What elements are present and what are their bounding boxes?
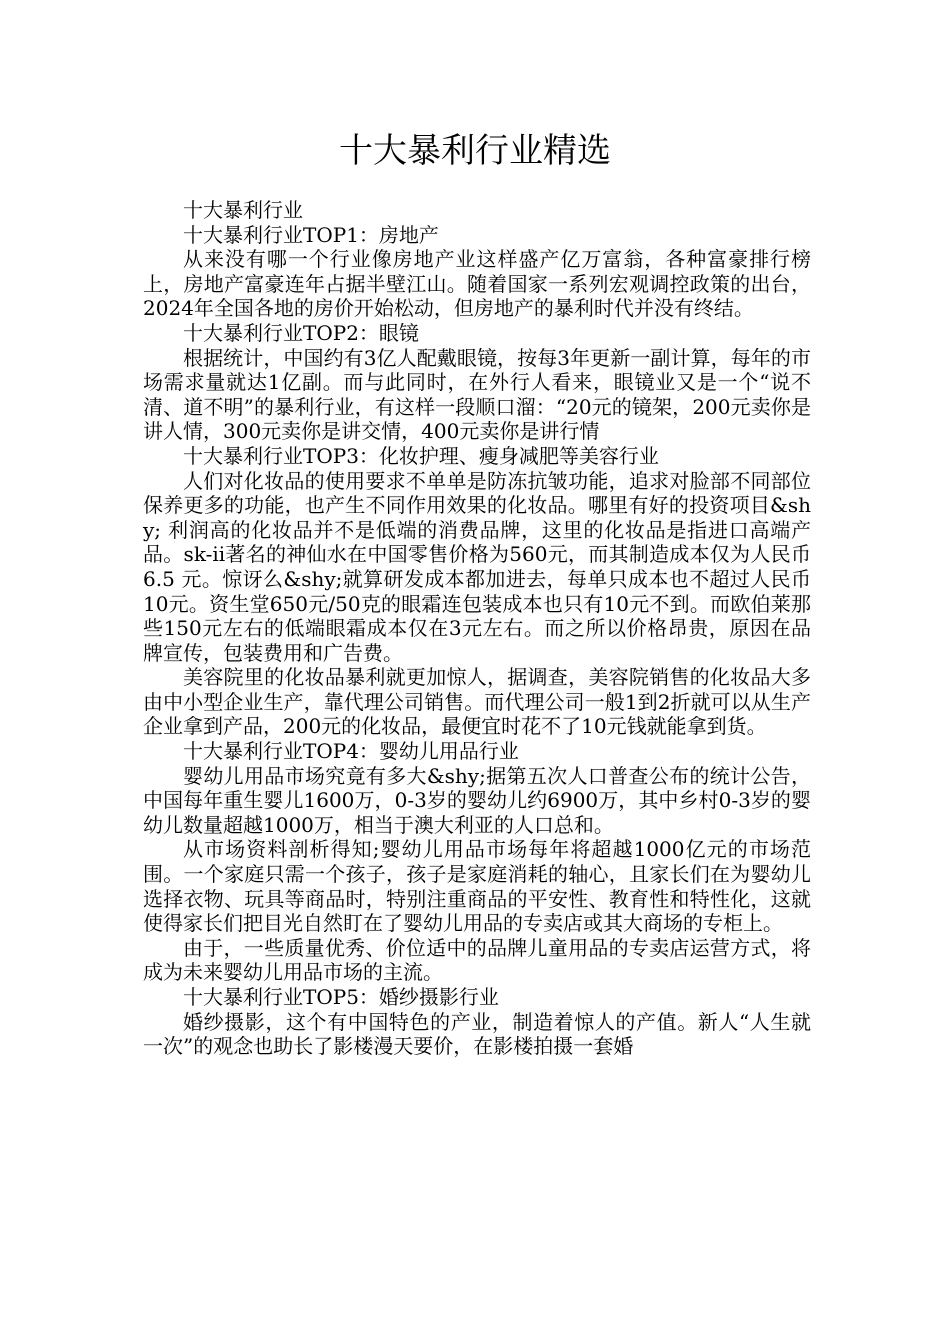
paragraph-beauty-salon: 美容院里的化妆品暴利就更加惊人，据调查，美容院销售的化妆品大多由中小型企业生产，靠代理公司销售。而代理公司一般1到2折就可以从生产企业拿到产品，200元的化妆品，最便宜时花不了10元钱就能拿到货。	[143, 665, 811, 739]
paragraph-glasses: 根据统计，中国约有3亿人配戴眼镜，按每3年更新一副计算，每年的市场需求量就达1亿副。而与此同时，在外行人看来，眼镜业又是一个“说不清、道不明”的暴利行业，有这样一段顺口溜：“20元的镜架，200元卖你是讲人情，300元卖你是讲交情，400元卖你是讲行情	[143, 345, 811, 444]
paragraph-baby-market-analysis: 从市场资料剖析得知;婴幼儿用品市场每年将超越1000亿元的市场范围。一个家庭只需一个孩子，孩子是家庭消耗的轴心，且家长们在为婴幼儿选择衣物、玩具等商品时，特别注重商品的平安性、教育性和特性化，这就使得家长们把目光自然盯在了婴幼儿用品的专卖店或其大商场的专柜上。	[143, 837, 811, 936]
paragraph-baby-market-size: 婴幼儿用品市场究竟有多大&shy;据第五次人口普查公布的统计公告，中国每年重生婴儿1600万，0-3岁的婴幼儿约6900万，其中乡村0-3岁的婴幼儿数量超越1000万，相当于澳大利亚的人口总和。	[143, 763, 811, 837]
heading-top2: 十大暴利行业TOP2：眼镜	[183, 320, 419, 345]
heading-top5: 十大暴利行业TOP5：婚纱摄影行业	[183, 985, 499, 1009]
paragraph-real-estate: 从来没有哪一个行业像房地产业这样盛产亿万富翁，各种富豪排行榜上，房地产富豪连年占据半壁江山。随着国家一系列宏观调控政策的出台，2024年全国各地的房价开始松动，但房地产的暴利时代并没有终结。	[143, 247, 811, 321]
document-title: 十大暴利行业精选	[339, 131, 611, 171]
heading-top1: 十大暴利行业TOP1：房地产	[183, 222, 439, 247]
paragraph-cosmetics: 人们对化妆品的使用要求不单单是防冻抗皱功能，追求对脸部不同部位保养更多的功能，也产生不同作用效果的化妆品。哪里有好的投资项目&shy; 利润高的化妆品并不是低端的消费品牌，这里的化妆品是指进口高端产品。sk-ii著名的神仙水在中国零售价格为560元，而其制造成本仅为人民币6.5 元。惊讶么&shy;就算研发成本都加进去，每单只成本也不超过人民币10元。资生堂650元/50克的眼霜连包装成本也只有10元不到。而欧伯莱那些150元左右的低端眼霜成本仅在3元左右。而之所以价格昂贵，原因在品牌宣传，包装费用和广告费。	[143, 468, 811, 665]
heading-top4: 十大暴利行业TOP4：婴幼儿用品行业	[183, 739, 519, 764]
paragraph-intro-heading: 十大暴利行业	[183, 198, 303, 222]
paragraph-wedding-photo: 婚纱摄影，这个有中国特色的产业，制造着惊人的产值。新人“人生就一次”的观念也助长了影楼漫天要价，在影楼拍摄一套婚	[143, 1009, 811, 1059]
paragraph-baby-stores: 由于，一些质量优秀、价位适中的品牌儿童用品的专卖店运营方式，将成为未来婴幼儿用品市场的主流。	[143, 935, 811, 985]
heading-top3: 十大暴利行业TOP3：化妆护理、瘦身减肥等美容行业	[183, 443, 659, 468]
document-body	[143, 198, 811, 1059]
